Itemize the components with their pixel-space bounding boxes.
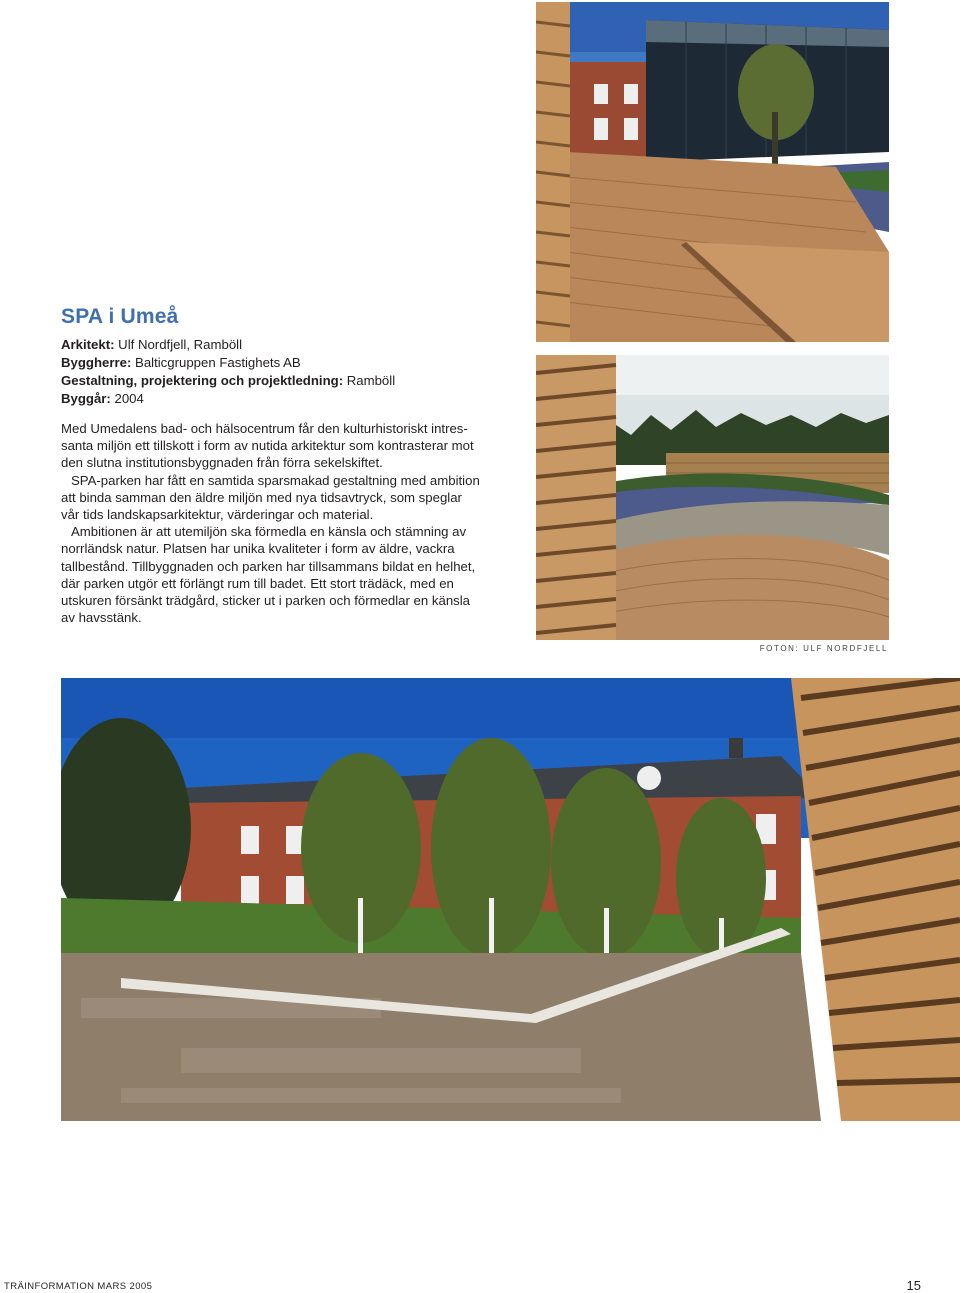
photo-brick-building-gravel-garden [61,678,960,1121]
body-line: att binda samman den äldre miljön med nya tidsavtryck, som speglar [61,489,462,505]
credit-value: Ramböll [343,373,396,388]
body-line: vår tids landskapsarkitektur, värderingar och material. [61,507,374,523]
article-title: SPA i Umeå [61,305,179,328]
body-line: Med Umedalens bad- och hälsocentrum får den kulturhistoriskt intres- [61,421,468,436]
credit-value: 2004 [110,391,144,406]
body-line: SPA-parken har fått en samtida sparsmakad gestaltning med ambition [71,472,480,488]
credit-design [61,372,501,390]
credit-label: Byggherre: [61,355,132,370]
credit-label: Arkitekt: [61,337,115,352]
footer-publication: TRÄINFORMATION MARS 2005 [4,1281,153,1292]
credit-label: Byggår: [61,391,111,406]
article-body [61,420,480,626]
credit-year [61,390,501,408]
credits-block [61,336,501,408]
photo-credit: FOTON: ULF NORDFJELL [759,644,888,653]
page-number: 15 [906,1278,921,1293]
body-line: norrländsk natur. Platsen har unika kvaliteter i form av äldre, vackra [61,541,455,557]
body-line: tallbestånd. Tillbyggnaden och parken har tillsammans bildat en helhet, [61,558,476,574]
credit-value: Balticgruppen Fastighets AB [131,355,301,370]
body-line: av havsstänk. [61,610,142,626]
body-line: utskuren försänkt trädgård, sticker ut i parken och förmedlar en känsla [61,593,471,609]
body-line: där parken utgör ett förlängt rum till badet. Ett stort trädäck, med en [61,575,454,591]
body-line: den slutna institutionsbyggnaden från förra sekelskiftet. [61,455,383,471]
photo-spa-deck-glass-building [536,2,889,342]
credit-architect [61,336,501,354]
credit-client [61,354,501,372]
credit-label: Gestaltning, projektering och projektledning: [61,373,344,388]
body-line: santa miljön ett tillskott i form av nutida arkitektur som kontrasterar mot [61,438,474,454]
body-line: Ambitionen är att utemiljön ska förmedla en känsla och stämning av [71,524,467,540]
photo-deck-curved-garden [536,355,889,640]
credit-value: Ulf Nordfjell, Ramböll [114,337,243,352]
